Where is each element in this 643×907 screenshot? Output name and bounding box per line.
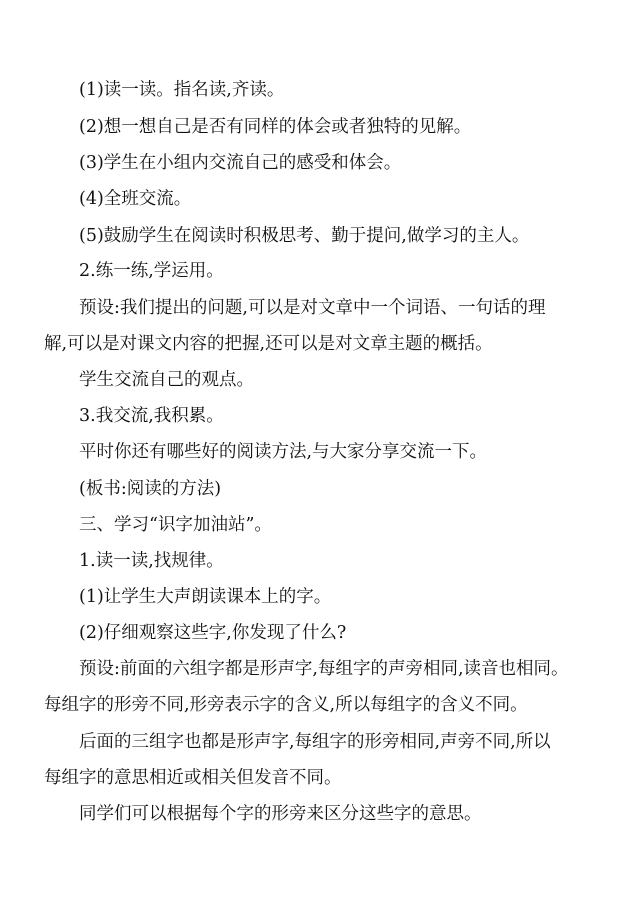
text-line: (2)仔细观察这些字,你发现了什么? <box>79 623 347 643</box>
text-line: (5)鼓励学生在阅读时积极思考、勤于提问,做学习的主人。 <box>79 226 530 246</box>
section-heading: 三、学习“识字加油站”。 <box>79 515 272 535</box>
text-line: (4)全班交流。 <box>79 189 192 209</box>
text-line: 同学们可以根据每个字的形旁来区分这些字的意思。 <box>79 804 482 824</box>
text-line: 学生交流自己的观点。 <box>79 370 254 390</box>
text-line: (1)读一读。指名读,齐读。 <box>79 80 285 100</box>
text-line: (板书:阅读的方法) <box>79 479 222 499</box>
text-line: 1.读一读,找规律。 <box>79 551 224 571</box>
text-line: 解,可以是对课文内容的把握,还可以是对文章主题的概括。 <box>44 334 493 354</box>
text-line: (3)学生在小组内交流自己的感受和体会。 <box>79 153 402 173</box>
text-line: 平时你还有哪些好的阅读方法,与大家分享交流一下。 <box>79 442 488 462</box>
text-line: (2)想一想自己是否有同样的体会或者独特的见解。 <box>79 117 472 137</box>
text-line: 预设:前面的六组字都是形声字,每组字的声旁相同,读音也相同。 <box>79 659 569 679</box>
text-line: 后面的三组字也都是形声字,每组字的形旁相同,声旁不同,所以 <box>79 732 551 752</box>
text-line: 每组字的形旁不同,形旁表示字的含义,所以每组字的含义不同。 <box>44 695 528 715</box>
text-line: 每组字的意思相近或相关但发音不同。 <box>44 768 342 788</box>
text-line: 预设:我们提出的问题,可以是对文章中一个词语、一句话的理 <box>79 298 546 318</box>
text-line: 3.我交流,我积累。 <box>79 406 224 426</box>
text-line: (1)让学生大声朗读课本上的字。 <box>79 587 332 607</box>
text-line: 2.练一练,学运用。 <box>79 261 224 281</box>
